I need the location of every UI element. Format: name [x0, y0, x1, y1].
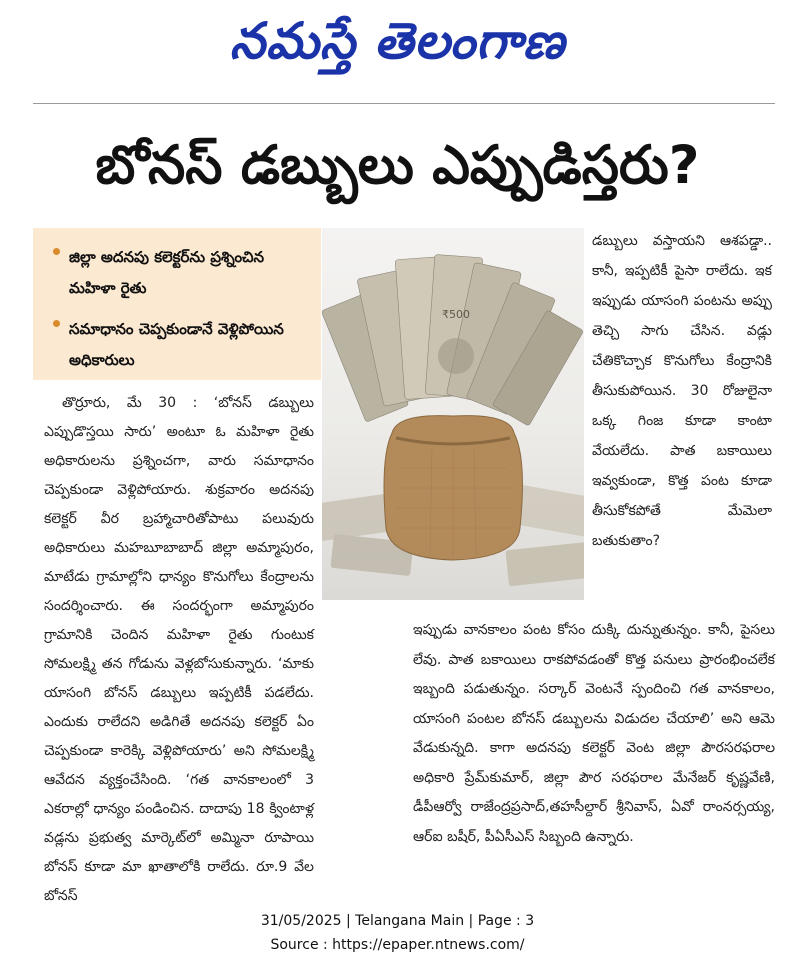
highlight-item: [53, 242, 311, 304]
highlight-item: [53, 314, 311, 376]
bullet-icon: [53, 320, 60, 327]
masthead: [0, 0, 795, 80]
money-bag-illustration: [322, 228, 584, 600]
note-denomination: ₹500: [442, 308, 470, 321]
article-column-bottom: ఇప్పుడు వానకాలం పంట కోసం దుక్కి దున్నుతున్నం. కానీ, పైసలు లేవు. పాత బకాయిలు రాకపోవడంతో కొత్త పనులు ప్రారంభించలేక ఇబ్బంది పడుతున్నం. సర్కార్ వెంటనే స్పందించి గత వానకాలం, యాసంగి పంటల బోనస్ డబ్బులను విడుదల చేయాలి’ అని ఆమె వేడుకున్నది. కాగా అదనపు కలెక్టర్ వెంట జిల్లా పౌరసరఫరాల అధికారి ప్రేమ్‌కుమార్, జిల్లా పౌర సరఫరాల మేనేజర్ కృష్ణవేణి, డీపీఆర్వో రాజేంద్రప్రసాద్,తహసీల్దార్ శ్రీనివాస్, ఏవో రాంనర్సయ్య, ఆర్ఐ బషీర్, పీఏసీఎస్ సిబ్బంది ఉన్నారు.: [413, 622, 775, 845]
highlights-box: [33, 228, 321, 380]
highlight-text: సమాధానం చెప్పకుండానే వెళ్లిపోయిన అధికారులు: [69, 320, 284, 369]
newspaper-logo: నమస్తే తెలంగాణ: [229, 12, 566, 70]
masthead-divider: [33, 103, 775, 104]
bullet-icon: [53, 248, 60, 255]
article-column-right: డబ్బులు వస్తాయని ఆశపడ్డా.. కానీ, ఇప్పటికీ పైసా రాలేదు. ఇక ఇప్పుడు యాసంగి పంటను అప్పు తెచ్చి సాగు చేసిన. వడ్లు చేతికొచ్చాక కొనుగోలు కేంద్రానికి తీసుకుపోయిన. 30 రోజులైనా ఒక్క గింజ కూడా కాంటా వేయలేదు. పాత బకాయిలు ఇవ్వకుండా, కొత్త పంట కూడా తీసుకోకపోతే మేమెలా బతుకుతాం?: [592, 233, 772, 549]
edition-info: 31/05/2025 | Telangana Main | Page : 3: [260, 913, 535, 929]
article-photo: [322, 228, 584, 600]
article-column-left: తొర్రూరు, మే 30 : ‘బోనస్ డబ్బులు ఎప్పుడొస్తయి సారు’ అంటూ ఓ మహిళా రైతు అధికారులను ప్రశ్నించగా, వారు సమాధానం చెప్పకుండా వెళ్లిపోయారు. శుక్రవారం అదనపు కలెక్టర్ వీర బ్రహ్మాచారితోపాటు పలువురు అధికారులు మహబూబాబాద్ జిల్లా అమ్మాపురం, మాటేడు గ్రామాల్లోని ధాన్యం కొనుగోలు కేంద్రాలను సందర్శించారు. ఈ సందర్భంగా అమ్మాపురం గ్రామానికి చెందిన మహిళా రైతు గుంటుక సోమలక్ష్మి తన గోడును వెళ్లబోసుకున్నారు. ‘మాకు యాసంగి బోనస్ డబ్బులు ఇప్పటికీ పడలేదు. ఎందుకు రాలేదని అడిగితే అదనపు కలెక్టర్ ఏం చెప్పకుండా కారెక్కి వెళ్లిపోయారు’ అని సోమలక్ష్మి ఆవేదన వ్యక్తంచేసింది. ‘గత వానకాలంలో 3 ఎకరాల్లో ధాన్యం పండించిన. దాదాపు 18 క్వింటాళ్ల వడ్లను ప్రభుత్వ మార్కెట్‌లో అమ్మినా రూపాయి బోనస్ కూడా మా ఖాతాలోకి రాలేదు. రూ.9 వేల బోనస్: [44, 395, 314, 904]
source-link[interactable]: Source : https://epaper.ntnews.com/: [270, 937, 525, 953]
article-headline: బోనస్ డబ్బులు ఎప్పుడిస్తరు?: [95, 135, 700, 196]
highlight-text: జిల్లా అదనపు కలెక్టర్‌ను ప్రశ్నించిన మహిళా రైతు: [69, 248, 265, 297]
